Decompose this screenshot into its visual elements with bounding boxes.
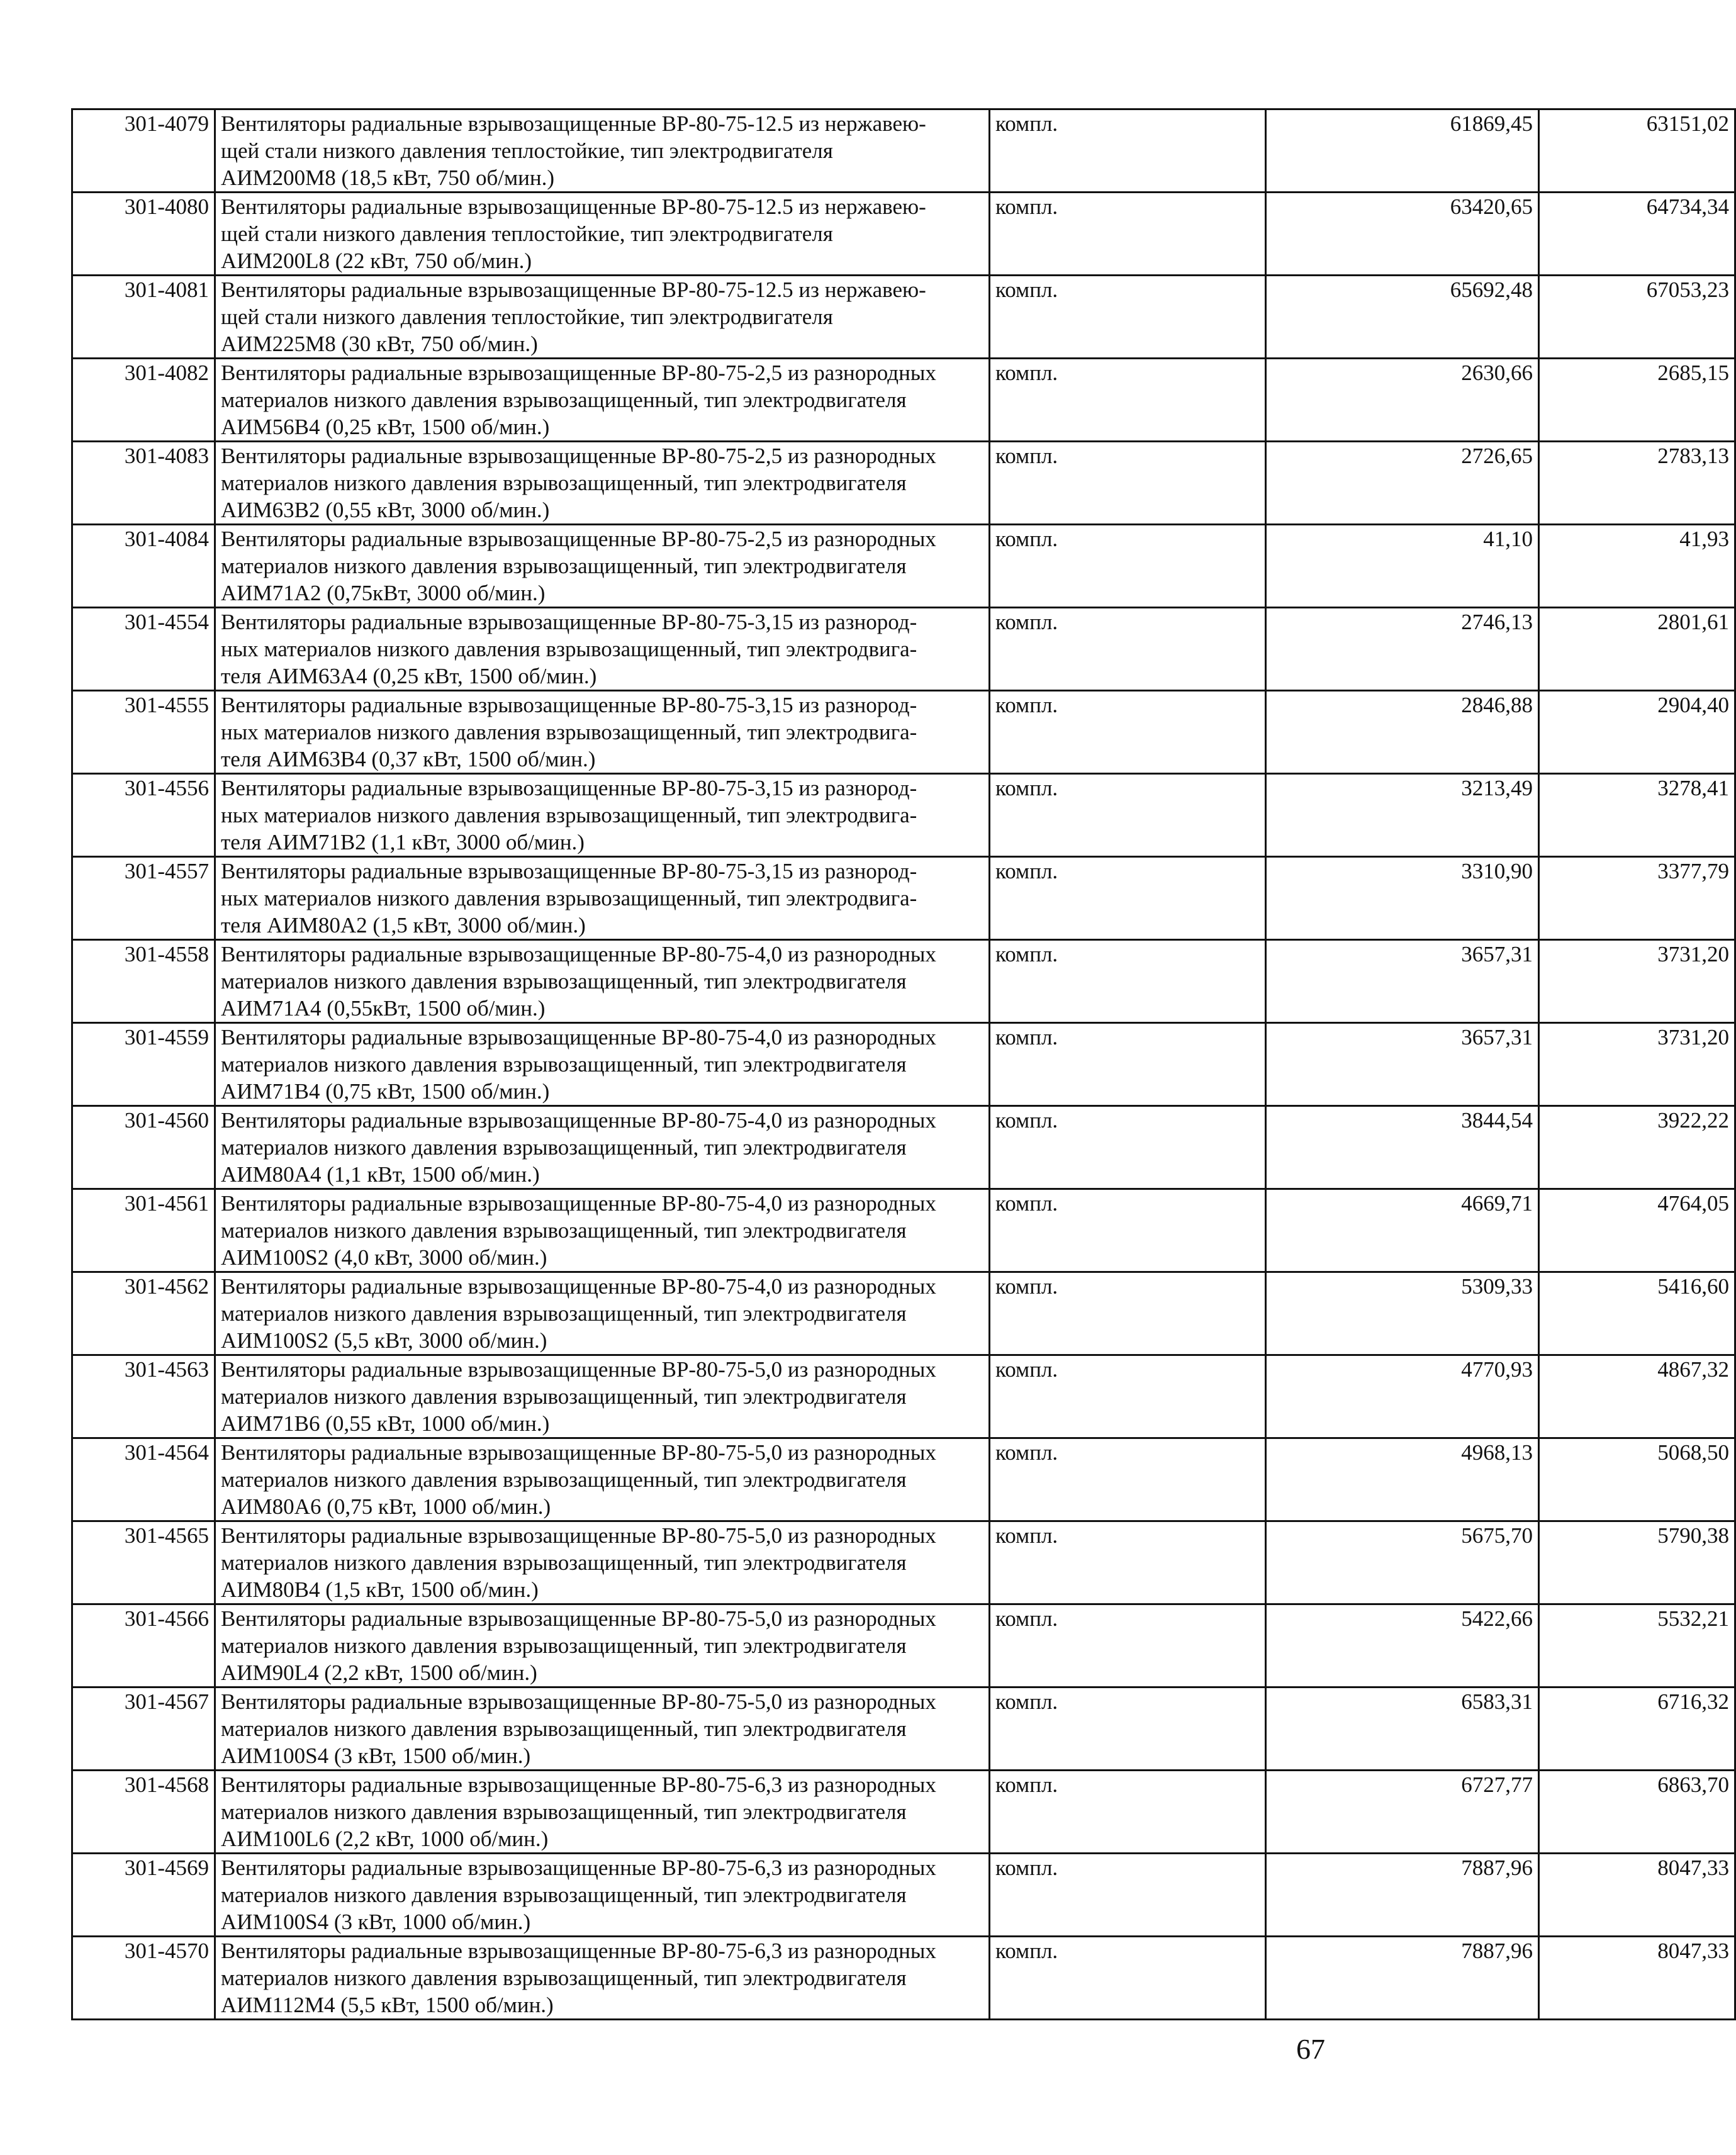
- item-unit: компл.: [990, 1688, 1266, 1771]
- item-description: [215, 442, 990, 525]
- item-unit: компл.: [990, 525, 1266, 608]
- description-line: АИМ112М4 (5,5 кВт, 1500 об/мин.): [221, 1993, 554, 2017]
- description-line: Вентиляторы радиальные взрывозащищенные ВР-80-75-12.5 из нержавею-: [221, 111, 926, 136]
- description-line: Вентиляторы радиальные взрывозащищенные ВР-80-75-4,0 из разнородных: [221, 1191, 936, 1216]
- description-line: Вентиляторы радиальные взрывозащищенные ВР-80-75-3,15 из разнород-: [221, 859, 917, 883]
- item-price-1: 6727,77: [1266, 1771, 1539, 1854]
- description-line: АИМ71В6 (0,55 кВт, 1000 об/мин.): [221, 1411, 550, 1436]
- item-description: [215, 1937, 990, 2020]
- description-line: материалов низкого давления взрывозащищенный, тип электродвигателя: [221, 471, 907, 495]
- item-unit: компл.: [990, 1604, 1266, 1688]
- item-description: [215, 774, 990, 857]
- item-price-2: 3377,79: [1539, 857, 1735, 940]
- table-row: [72, 1771, 1735, 1854]
- item-description: [215, 691, 990, 774]
- description-line: АИМ71А2 (0,75кВт, 3000 об/мин.): [221, 581, 546, 605]
- price-table: [71, 108, 1736, 2020]
- item-price-1: 4669,71: [1266, 1189, 1539, 1272]
- item-description: [215, 1355, 990, 1438]
- description-line: Вентиляторы радиальные взрывозащищенные ВР-80-75-3,15 из разнород-: [221, 610, 917, 634]
- item-price-2: 8047,33: [1539, 1854, 1735, 1937]
- item-code: 301-4565: [72, 1521, 215, 1604]
- description-line: Вентиляторы радиальные взрывозащищенные ВР-80-75-6,3 из разнородных: [221, 1939, 936, 1963]
- table-row: [72, 1604, 1735, 1688]
- item-code: 301-4566: [72, 1604, 215, 1688]
- item-price-2: 5068,50: [1539, 1438, 1735, 1521]
- description-line: Вентиляторы радиальные взрывозащищенные ВР-80-75-5,0 из разнородных: [221, 1689, 936, 1714]
- item-unit: компл.: [990, 1854, 1266, 1937]
- item-unit: компл.: [990, 193, 1266, 276]
- description-line: материалов низкого давления взрывозащищенный, тип электродвигателя: [221, 1550, 907, 1575]
- description-line: щей стали низкого давления теплостойкие, тип электродвигателя: [221, 138, 833, 163]
- description-line: материалов низкого давления взрывозащищенный, тип электродвигателя: [221, 388, 907, 412]
- item-price-1: 5309,33: [1266, 1272, 1539, 1355]
- item-description: [215, 1106, 990, 1189]
- description-line: Вентиляторы радиальные взрывозащищенные ВР-80-75-5,0 из разнородных: [221, 1606, 936, 1631]
- item-price-2: 67053,23: [1539, 276, 1735, 359]
- description-line: Вентиляторы радиальные взрывозащищенные ВР-80-75-3,15 из разнород-: [221, 693, 917, 717]
- table-row: [72, 857, 1735, 940]
- table-row: [72, 1272, 1735, 1355]
- description-line: материалов низкого давления взрывозащищенный, тип электродвигателя: [221, 554, 907, 578]
- description-line: материалов низкого давления взрывозащищенный, тип электродвигателя: [221, 1716, 907, 1741]
- item-description: [215, 1189, 990, 1272]
- description-line: АИМ80А6 (0,75 кВт, 1000 об/мин.): [221, 1494, 551, 1519]
- table-row: [72, 940, 1735, 1023]
- description-line: АИМ100S4 (3 кВт, 1500 об/мин.): [221, 1744, 531, 1768]
- table-row: [72, 691, 1735, 774]
- item-code: 301-4556: [72, 774, 215, 857]
- description-line: Вентиляторы радиальные взрывозащищенные ВР-80-75-3,15 из разнород-: [221, 776, 917, 800]
- description-line: Вентиляторы радиальные взрывозащищенные ВР-80-75-2,5 из разнородных: [221, 361, 936, 385]
- item-description: [215, 359, 990, 442]
- table-row: [72, 1854, 1735, 1937]
- item-price-2: 5416,60: [1539, 1272, 1735, 1355]
- description-line: теля АИМ71В2 (1,1 кВт, 3000 об/мин.): [221, 830, 585, 854]
- item-code: 301-4082: [72, 359, 215, 442]
- table-row: [72, 1937, 1735, 2020]
- description-line: щей стали низкого давления теплостойкие, тип электродвигателя: [221, 305, 833, 329]
- description-line: Вентиляторы радиальные взрывозащищенные ВР-80-75-4,0 из разнородных: [221, 942, 936, 966]
- item-unit: компл.: [990, 1189, 1266, 1272]
- item-unit: компл.: [990, 691, 1266, 774]
- item-unit: компл.: [990, 109, 1266, 193]
- description-line: ных материалов низкого давления взрывозащищенный, тип электродвига-: [221, 886, 917, 910]
- item-unit: компл.: [990, 1023, 1266, 1106]
- item-code: 301-4563: [72, 1355, 215, 1438]
- item-price-1: 5422,66: [1266, 1604, 1539, 1688]
- item-price-2: 4867,32: [1539, 1355, 1735, 1438]
- description-line: материалов низкого давления взрывозащищенный, тип электродвигателя: [221, 1052, 907, 1077]
- description-line: материалов низкого давления взрывозащищенный, тип электродвигателя: [221, 1135, 907, 1160]
- table-row: [72, 1688, 1735, 1771]
- description-line: Вентиляторы радиальные взрывозащищенные ВР-80-75-12.5 из нержавею-: [221, 194, 926, 219]
- item-price-2: 3922,22: [1539, 1106, 1735, 1189]
- description-line: АИМ80В4 (1,5 кВт, 1500 об/мин.): [221, 1577, 539, 1602]
- item-price-2: 8047,33: [1539, 1937, 1735, 2020]
- item-unit: компл.: [990, 1272, 1266, 1355]
- table-row: [72, 1521, 1735, 1604]
- item-price-1: 3657,31: [1266, 1023, 1539, 1106]
- item-code: 301-4080: [72, 193, 215, 276]
- table-body: [72, 109, 1735, 2020]
- description-line: Вентиляторы радиальные взрывозащищенные ВР-80-75-6,3 из разнородных: [221, 1856, 936, 1880]
- description-line: материалов низкого давления взрывозащищенный, тип электродвигателя: [221, 1218, 907, 1243]
- description-line: Вентиляторы радиальные взрывозащищенные ВР-80-75-2,5 из разнородных: [221, 444, 936, 468]
- description-line: материалов низкого давления взрывозащищенный, тип электродвигателя: [221, 1467, 907, 1492]
- item-price-1: 3657,31: [1266, 940, 1539, 1023]
- item-unit: компл.: [990, 276, 1266, 359]
- description-line: Вентиляторы радиальные взрывозащищенные ВР-80-75-2,5 из разнородных: [221, 527, 936, 551]
- item-code: 301-4084: [72, 525, 215, 608]
- item-price-2: 2783,13: [1539, 442, 1735, 525]
- item-unit: компл.: [990, 608, 1266, 691]
- item-code: 301-4558: [72, 940, 215, 1023]
- item-code: 301-4568: [72, 1771, 215, 1854]
- item-code: 301-4560: [72, 1106, 215, 1189]
- table-row: [72, 359, 1735, 442]
- table-row: [72, 1023, 1735, 1106]
- item-unit: компл.: [990, 1355, 1266, 1438]
- description-line: материалов низкого давления взрывозащищенный, тип электродвигателя: [221, 1301, 907, 1326]
- description-line: материалов низкого давления взрывозащищенный, тип электродвигателя: [221, 969, 907, 994]
- description-line: Вентиляторы радиальные взрывозащищенные ВР-80-75-5,0 из разнородных: [221, 1523, 936, 1548]
- item-code: 301-4562: [72, 1272, 215, 1355]
- item-price-1: 65692,48: [1266, 276, 1539, 359]
- table-row: [72, 525, 1735, 608]
- description-line: АИМ71В4 (0,75 кВт, 1500 об/мин.): [221, 1079, 550, 1104]
- description-line: теля АИМ63В4 (0,37 кВт, 1500 об/мин.): [221, 747, 596, 771]
- item-unit: компл.: [990, 359, 1266, 442]
- item-price-2: 5532,21: [1539, 1604, 1735, 1688]
- description-line: АИМ100L6 (2,2 кВт, 1000 об/мин.): [221, 1827, 549, 1851]
- description-line: щей стали низкого давления теплостойкие, тип электродвигателя: [221, 221, 833, 246]
- item-description: [215, 1604, 990, 1688]
- description-line: АИМ56В4 (0,25 кВт, 1500 об/мин.): [221, 415, 550, 439]
- item-price-1: 7887,96: [1266, 1937, 1539, 2020]
- description-line: АИМ200L8 (22 кВт, 750 об/мин.): [221, 249, 532, 273]
- item-price-2: 2801,61: [1539, 608, 1735, 691]
- description-line: ных материалов низкого давления взрывозащищенный, тип электродвига-: [221, 720, 917, 744]
- item-price-2: 5790,38: [1539, 1521, 1735, 1604]
- description-line: Вентиляторы радиальные взрывозащищенные ВР-80-75-4,0 из разнородных: [221, 1274, 936, 1299]
- item-description: [215, 1854, 990, 1937]
- item-description: [215, 1438, 990, 1521]
- description-line: Вентиляторы радиальные взрывозащищенные ВР-80-75-5,0 из разнородных: [221, 1440, 936, 1465]
- description-line: ных материалов низкого давления взрывозащищенный, тип электродвига-: [221, 803, 917, 827]
- item-price-1: 63420,65: [1266, 193, 1539, 276]
- item-description: [215, 276, 990, 359]
- description-line: Вентиляторы радиальные взрывозащищенные ВР-80-75-5,0 из разнородных: [221, 1357, 936, 1382]
- item-price-2: 6863,70: [1539, 1771, 1735, 1854]
- item-description: [215, 1688, 990, 1771]
- item-unit: компл.: [990, 1937, 1266, 2020]
- description-line: АИМ63В2 (0,55 кВт, 3000 об/мин.): [221, 498, 550, 522]
- item-code: 301-4567: [72, 1688, 215, 1771]
- item-code: 301-4081: [72, 276, 215, 359]
- description-line: материалов низкого давления взрывозащищенный, тип электродвигателя: [221, 1966, 907, 1990]
- description-line: АИМ225М8 (30 кВт, 750 об/мин.): [221, 332, 538, 356]
- description-line: Вентиляторы радиальные взрывозащищенные ВР-80-75-4,0 из разнородных: [221, 1108, 936, 1133]
- item-price-1: 4770,93: [1266, 1355, 1539, 1438]
- page-number: 67: [1296, 2033, 1325, 2065]
- item-code: 301-4555: [72, 691, 215, 774]
- description-line: материалов низкого давления взрывозащищенный, тип электродвигателя: [221, 1883, 907, 1907]
- item-unit: компл.: [990, 940, 1266, 1023]
- description-line: АИМ200М8 (18,5 кВт, 750 об/мин.): [221, 165, 555, 190]
- item-price-1: 2846,88: [1266, 691, 1539, 774]
- item-price-2: 3731,20: [1539, 940, 1735, 1023]
- table-row: [72, 1438, 1735, 1521]
- description-line: теля АИМ63А4 (0,25 кВт, 1500 об/мин.): [221, 664, 597, 688]
- item-price-1: 7887,96: [1266, 1854, 1539, 1937]
- item-unit: компл.: [990, 774, 1266, 857]
- item-code: 301-4079: [72, 109, 215, 193]
- item-description: [215, 857, 990, 940]
- description-line: Вентиляторы радиальные взрывозащищенные ВР-80-75-6,3 из разнородных: [221, 1772, 936, 1797]
- table-row: [72, 1189, 1735, 1272]
- item-description: [215, 1521, 990, 1604]
- item-code: 301-4559: [72, 1023, 215, 1106]
- item-description: [215, 608, 990, 691]
- item-description: [215, 193, 990, 276]
- description-line: АИМ71А4 (0,55кВт, 1500 об/мин.): [221, 996, 546, 1021]
- item-description: [215, 525, 990, 608]
- item-price-1: 61869,45: [1266, 109, 1539, 193]
- description-line: АИМ80А4 (1,1 кВт, 1500 об/мин.): [221, 1162, 540, 1187]
- description-line: Вентиляторы радиальные взрывозащищенные ВР-80-75-12.5 из нержавею-: [221, 277, 926, 302]
- table-row: [72, 608, 1735, 691]
- item-code: 301-4561: [72, 1189, 215, 1272]
- item-unit: компл.: [990, 1106, 1266, 1189]
- item-code: 301-4570: [72, 1937, 215, 2020]
- item-unit: компл.: [990, 1771, 1266, 1854]
- description-line: АИМ100S2 (4,0 кВт, 3000 об/мин.): [221, 1245, 547, 1270]
- description-line: АИМ100S4 (3 кВт, 1000 об/мин.): [221, 1910, 531, 1934]
- table-row: [72, 1355, 1735, 1438]
- item-description: [215, 1771, 990, 1854]
- item-price-2: 2685,15: [1539, 359, 1735, 442]
- item-price-1: 3844,54: [1266, 1106, 1539, 1189]
- table-row: [72, 1106, 1735, 1189]
- item-price-1: 2746,13: [1266, 608, 1539, 691]
- item-description: [215, 1023, 990, 1106]
- item-price-1: 3213,49: [1266, 774, 1539, 857]
- item-code: 301-4557: [72, 857, 215, 940]
- item-price-1: 4968,13: [1266, 1438, 1539, 1521]
- item-price-1: 3310,90: [1266, 857, 1539, 940]
- item-price-2: 64734,34: [1539, 193, 1735, 276]
- table-row: [72, 193, 1735, 276]
- description-line: ных материалов низкого давления взрывозащищенный, тип электродвига-: [221, 637, 917, 661]
- item-unit: компл.: [990, 1438, 1266, 1521]
- item-price-1: 2630,66: [1266, 359, 1539, 442]
- item-code: 301-4554: [72, 608, 215, 691]
- description-line: материалов низкого давления взрывозащищенный, тип электродвигателя: [221, 1633, 907, 1658]
- item-price-2: 41,93: [1539, 525, 1735, 608]
- item-description: [215, 1272, 990, 1355]
- item-price-1: 5675,70: [1266, 1521, 1539, 1604]
- description-line: АИМ90L4 (2,2 кВт, 1500 об/мин.): [221, 1660, 537, 1685]
- table-row: [72, 774, 1735, 857]
- item-unit: компл.: [990, 1521, 1266, 1604]
- item-price-1: 6583,31: [1266, 1688, 1539, 1771]
- item-description: [215, 940, 990, 1023]
- table-row: [72, 442, 1735, 525]
- description-line: материалов низкого давления взрывозащищенный, тип электродвигателя: [221, 1800, 907, 1824]
- item-price-2: 4764,05: [1539, 1189, 1735, 1272]
- item-price-1: 2726,65: [1266, 442, 1539, 525]
- description-line: материалов низкого давления взрывозащищенный, тип электродвигателя: [221, 1384, 907, 1409]
- table-row: [72, 276, 1735, 359]
- item-price-1: 41,10: [1266, 525, 1539, 608]
- item-code: 301-4083: [72, 442, 215, 525]
- item-unit: компл.: [990, 442, 1266, 525]
- item-unit: компл.: [990, 857, 1266, 940]
- item-code: 301-4564: [72, 1438, 215, 1521]
- item-price-2: 63151,02: [1539, 109, 1735, 193]
- table-row: [72, 109, 1735, 193]
- item-price-2: 6716,32: [1539, 1688, 1735, 1771]
- item-price-2: 3731,20: [1539, 1023, 1735, 1106]
- description-line: теля АИМ80А2 (1,5 кВт, 3000 об/мин.): [221, 913, 586, 938]
- item-description: [215, 109, 990, 193]
- description-line: Вентиляторы радиальные взрывозащищенные ВР-80-75-4,0 из разнородных: [221, 1025, 936, 1050]
- item-price-2: 2904,40: [1539, 691, 1735, 774]
- description-line: АИМ100S2 (5,5 кВт, 3000 об/мин.): [221, 1328, 547, 1353]
- item-code: 301-4569: [72, 1854, 215, 1937]
- item-price-2: 3278,41: [1539, 774, 1735, 857]
